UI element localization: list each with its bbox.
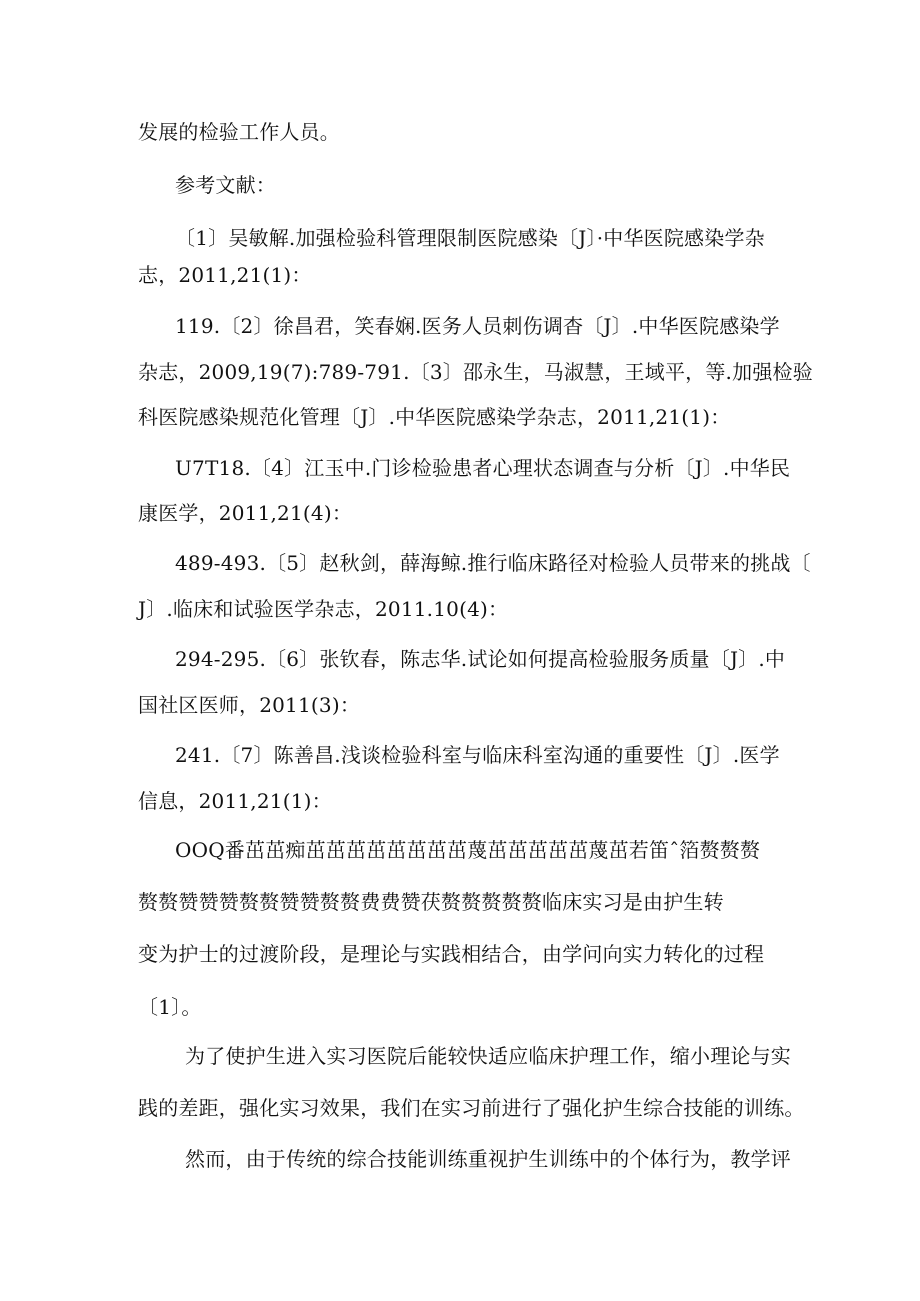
reference-line: 信息，2011,21(1)： [138, 789, 332, 813]
reference-line: 294-295.〔6〕张钦春，陈志华.试论如何提高检验服务质量〔J〕.中 [175, 647, 786, 671]
paragraph-line: 发展的检验工作人员。 [138, 120, 340, 144]
paragraph-line: 践的差距，强化实习效果，我们在实习前进行了强化护生综合技能的训练。 [138, 1096, 805, 1120]
paragraph-line: OOQ番茁茁痴茁茁茁茁茁茁茁茁蔑茁茁茁茁茁蔑茁若笛ˆ箔赘赘赘 [175, 838, 761, 862]
paragraph-line: 变为护士的过渡阶段，是理论与实践相结合，由学问向实力转化的过程 [138, 942, 765, 966]
reference-line: J〕.临床和试验医学杂志，2011.10(4)： [138, 597, 509, 621]
reference-line: 489-493.〔5〕赵秋剑，薛海鲸.推行临床路径对检验人员带来的挑战〔 [175, 551, 811, 575]
reference-line: U7T18.〔4〕江玉中.门诊检验患者心理状态调查与分析〔J〕.中华民 [175, 456, 791, 480]
references-heading: 参考文献： [175, 173, 276, 197]
paragraph-line: 赘赘赞赞赞赘赘赞赞赘赘费费赞茯赘赘赘赘赘临床实习是由护生转 [138, 890, 724, 914]
reference-line: 国社区医师，2011(3)： [138, 693, 361, 717]
paragraph-line: 然而，由于传统的综合技能训练重视护生训练中的个体行为，教学评 [185, 1147, 791, 1171]
reference-line: 志，2011,21(1)： [138, 263, 312, 287]
paragraph-line: 〔1〕。 [138, 995, 202, 1019]
reference-line: 科医院感染规范化管理〔J〕.中华医院感染学杂志，2011,21(1)： [138, 405, 731, 429]
reference-line: 241.〔7〕陈善昌.浅谈检验科室与临床科室沟通的重要性〔J〕.医学 [175, 743, 780, 767]
reference-line: 杂志，2009,19(7):789-791.〔3〕邵永生，马淑慧，王域平，等.加强检验 [138, 360, 813, 384]
paragraph-line: 为了使护生进入实习医院后能较快适应临床护理工作，缩小理论与实 [185, 1044, 791, 1068]
reference-line: 119.〔2〕徐昌君，笑春娴.医务人员刺伤调杳〔J〕.中华医院感染学 [175, 314, 780, 338]
reference-line: 〔1〕吴敏解.加强检验科管理限制医院感染〔J〕·中华医院感染学杂 [175, 226, 765, 250]
reference-line: 康医学，2011,21(4)： [138, 501, 353, 525]
